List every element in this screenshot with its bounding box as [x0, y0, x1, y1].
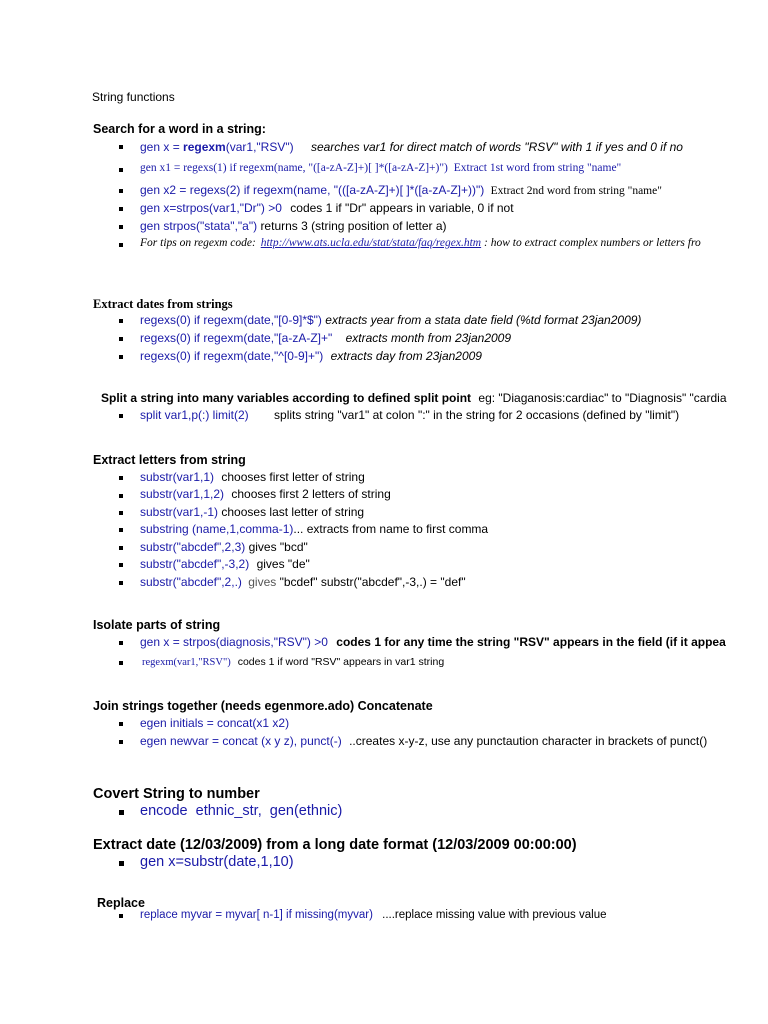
list-item: [140, 635, 726, 649]
list-item: [140, 487, 391, 501]
description: extracts month from 23jan2009: [345, 331, 512, 345]
list-item: [140, 331, 511, 345]
code-text: regexs(0) if regexm(date,"^[0-9]+"): [140, 349, 324, 363]
bullet: [119, 355, 123, 359]
bullet: [119, 641, 123, 645]
description: For tips on regexm code:: [140, 237, 256, 249]
description: ..creates x-y-z, use any punctaution character in brackets of punct(): [349, 734, 708, 748]
list-item: [140, 716, 289, 730]
list-item: [140, 909, 606, 921]
description: extracts day from 23jan2009: [330, 349, 482, 363]
section-heading-join: Join strings together (needs egenmore.ado) Concatenate: [93, 699, 433, 713]
description: codes 1 if "Dr" appears in variable, 0 if not: [290, 201, 514, 215]
description: extracts year from a stata date field (%td format 23jan2009): [325, 313, 642, 327]
list-item: [142, 656, 444, 668]
bullet: [119, 476, 123, 480]
description: codes 1 for any time the string "RSV" appears in the field (if it appea: [336, 635, 726, 649]
description: searches var1 for direct match of words "RSV" with 1 if yes and 0 if no: [310, 140, 683, 154]
bullet: [119, 337, 123, 341]
code-text: substr("abcdef",2,.): [140, 575, 242, 589]
list-item: [140, 557, 310, 571]
section-heading-extract-date: Extract date (12/03/2009) from a long date format (12/03/2009 00:00:00): [93, 837, 577, 853]
code-text: substr(var1,1): [140, 470, 215, 484]
code-text: (var1,"RSV"): [225, 140, 294, 154]
list-item: [140, 470, 365, 484]
code-text: encode ethnic_str, gen(ethnic): [140, 803, 343, 819]
list-item: [140, 803, 342, 819]
description: "bcdef" substr("abcdef",-3,.) = "def": [279, 575, 466, 589]
bullet: [119, 414, 123, 418]
bullet: [119, 563, 123, 567]
description: Extract 2nd word from string "name": [490, 185, 662, 197]
code-text: gen x1 = regexs(1) if regexm(name, "([a-zA-Z]+)[ ]*([a-zA-Z]+)"): [140, 162, 448, 174]
bullet: [119, 914, 123, 918]
description: gives "de": [256, 557, 310, 571]
list-item: [140, 734, 707, 748]
bullet: [119, 740, 123, 744]
section-heading-convert: Covert String to number: [93, 786, 260, 802]
section-heading-replace: Replace: [97, 896, 145, 910]
description: ....replace missing value with previous value: [382, 909, 607, 921]
bullet: [119, 225, 123, 229]
bullet: [119, 145, 123, 149]
section-heading-letters: Extract letters from string: [93, 453, 246, 467]
description: ... extracts from name to first comma: [293, 522, 489, 536]
list-item: [140, 162, 621, 174]
bullet: [119, 243, 123, 247]
bullet: [119, 861, 124, 866]
code-text: regexm(var1,"RSV"): [142, 657, 231, 668]
bullet: [119, 168, 123, 172]
code-text: gen x=strpos(var1,"Dr") >0: [140, 201, 282, 215]
description: chooses first letter of string: [221, 470, 365, 484]
description: codes 1 if word "RSV" appears in var1 string: [237, 656, 445, 668]
list-item: [140, 505, 364, 519]
section-heading-dates: Extract dates from strings: [93, 297, 233, 311]
list-item: [140, 201, 514, 215]
bullet: [119, 810, 124, 815]
regex-tips-link[interactable]: http://www.ats.ucla.edu/stat/stata/faq/regex.htm: [260, 237, 482, 249]
description: chooses first 2 letters of string: [231, 487, 391, 501]
description: gives "bcd": [248, 540, 308, 554]
code-text: regexs(0) if regexm(date,"[a-zA-Z]+": [140, 331, 333, 345]
heading-text: Split a string into many variables according to defined split point: [101, 391, 472, 405]
description: Extract 1st word from string "name": [453, 162, 622, 174]
list-item: [140, 575, 466, 589]
code-text: gen strpos("stata","a"): [140, 219, 258, 233]
list-item: [140, 313, 641, 327]
bullet: [119, 511, 123, 515]
description: : how to extract complex numbers or letters fro: [484, 237, 701, 249]
code-text: replace myvar = myvar[ n-1] if missing(myvar): [140, 909, 373, 921]
list-item: [140, 522, 488, 536]
bullet: [119, 494, 123, 498]
bullet: [119, 581, 123, 585]
bullet: [119, 546, 123, 550]
list-item: [140, 408, 679, 422]
code-text: gen x2 = regexs(2) if regexm(name, "(([a-zA-Z]+)[ ]*([a-zA-Z]+))"): [140, 183, 485, 197]
code-text: split var1,p(:) limit(2): [140, 408, 249, 422]
section-heading-isolate: Isolate parts of string: [93, 618, 221, 632]
page-title: String functions: [92, 90, 175, 104]
list-item: [140, 183, 662, 197]
bullet: [119, 207, 123, 211]
list-item: [140, 140, 683, 154]
code-text: substr(var1,1,2): [140, 487, 225, 501]
bullet: [119, 661, 123, 665]
description: returns 3 (string position of letter a): [260, 219, 447, 233]
list-item: [140, 237, 701, 249]
code-text: regexs(0) if regexm(date,"[0-9]*$"): [140, 313, 322, 327]
bullet: [119, 722, 123, 726]
list-item: [140, 219, 447, 233]
list-item: [140, 540, 308, 554]
code-text: substr("abcdef",2,3): [140, 540, 246, 554]
description: gives: [248, 575, 277, 589]
section-heading-search: Search for a word in a string:: [93, 122, 266, 136]
bullet: [119, 189, 123, 193]
list-item: [140, 854, 294, 870]
code-text: gen x = strpos(diagnosis,"RSV") >0: [140, 635, 328, 649]
description: chooses last letter of string: [221, 505, 365, 519]
bullet: [119, 528, 123, 532]
code-text: egen newvar = concat (x y z), punct(-): [140, 734, 342, 748]
code-text: substr(var1,-1): [140, 505, 219, 519]
list-item: [140, 349, 482, 363]
code-keyword: regexm: [183, 140, 226, 154]
code-text: egen initials = concat(x1 x2): [140, 716, 290, 730]
code-text: substr("abcdef",-3,2): [140, 557, 250, 571]
description: splits string "var1" at colon ":" in the string for 2 occasions (defined by "limit"): [274, 408, 680, 422]
example-text: eg: "Diaganosis:cardiac" to "Diagnosis" "cardia: [478, 391, 727, 405]
code-text: gen x=substr(date,1,10): [140, 854, 294, 870]
code-text: substring (name,1,comma-1): [140, 522, 294, 536]
bullet: [119, 319, 123, 323]
section-heading-split: [101, 391, 727, 405]
code-text: gen x =: [140, 140, 184, 154]
